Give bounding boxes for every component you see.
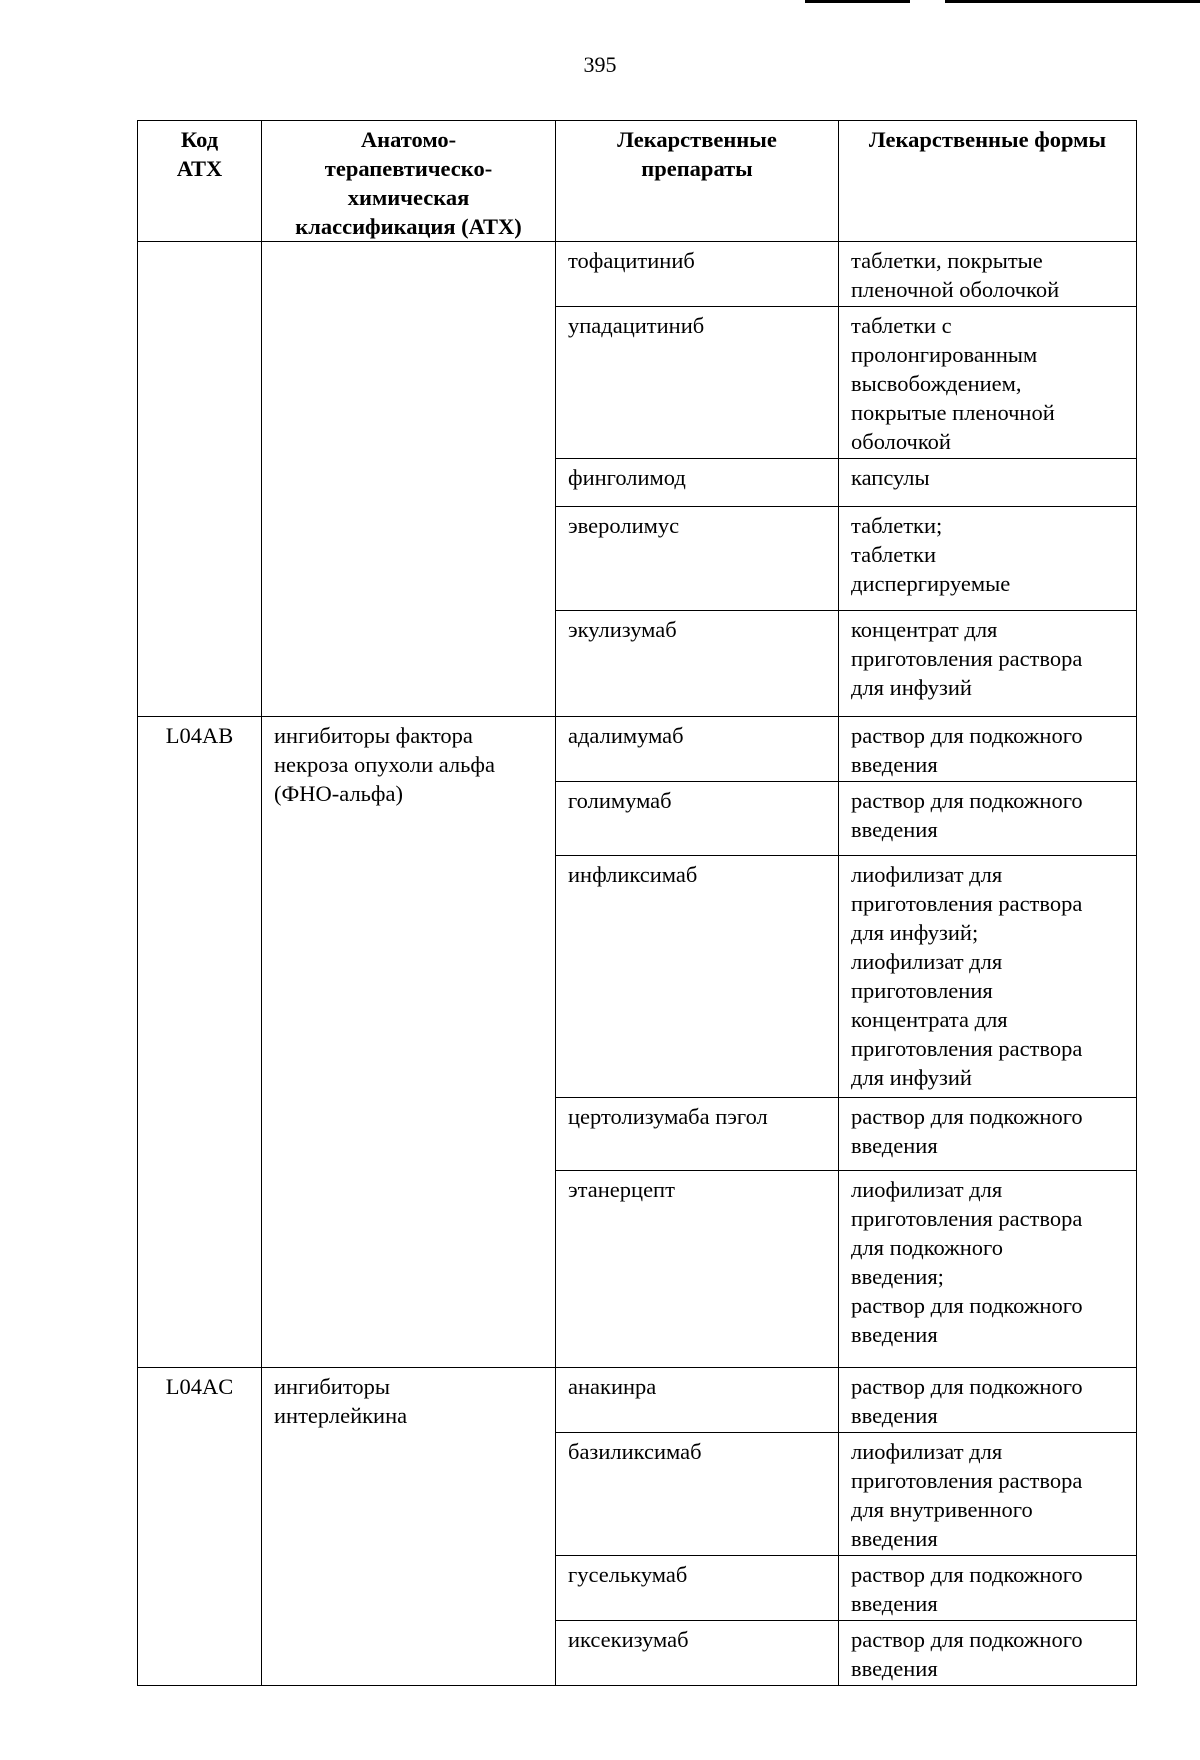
- form-cell: раствор для подкожного введения: [839, 717, 1137, 782]
- table-row: [138, 242, 1137, 307]
- drug-cell: эверолимус: [556, 507, 839, 611]
- form-cell: лиофилизат для приготовления раствора для внутривенного введения: [839, 1433, 1137, 1556]
- drug-cell: анакинра: [556, 1368, 839, 1433]
- drug-cell: цертолизумаба пэгол: [556, 1098, 839, 1171]
- drug-cell: иксекизумаб: [556, 1621, 839, 1686]
- table-row: [138, 1368, 1137, 1433]
- form-cell: раствор для подкожного введения: [839, 1368, 1137, 1433]
- header-code: Код АТХ: [138, 121, 262, 242]
- form-cell: таблетки, покрытые пленочной оболочкой: [839, 242, 1137, 307]
- drug-cell: экулизумаб: [556, 611, 839, 717]
- drug-cell: базиликсимаб: [556, 1433, 839, 1556]
- drug-cell: адалимумаб: [556, 717, 839, 782]
- drug-cell: инфликсимаб: [556, 856, 839, 1098]
- code-cell-empty: [138, 242, 262, 717]
- form-cell: таблетки; таблетки диспергируемые: [839, 507, 1137, 611]
- drug-cell: гуселькумаб: [556, 1556, 839, 1621]
- atx-code-cell: L04AC: [138, 1368, 262, 1686]
- scan-edge-mark: [945, 0, 1200, 3]
- form-cell: раствор для подкожного введения: [839, 1556, 1137, 1621]
- form-cell: таблетки с пролонгированным высвобождением, покрытые пленочной оболочкой: [839, 307, 1137, 459]
- form-cell: лиофилизат для приготовления раствора для подкожного введения; раствор для подкожного введения: [839, 1171, 1137, 1368]
- page-number: 395: [583, 52, 617, 77]
- scan-edge-mark: [805, 0, 910, 3]
- form-cell: раствор для подкожного введения: [839, 1098, 1137, 1171]
- header-forms: Лекарственные формы: [839, 121, 1137, 242]
- form-cell: раствор для подкожного введения: [839, 1621, 1137, 1686]
- table-row: [138, 717, 1137, 782]
- table-header-row: [138, 121, 1137, 242]
- drug-cell: тофацитиниб: [556, 242, 839, 307]
- header-drugs: Лекарственные препараты: [556, 121, 839, 242]
- drug-cell: этанерцепт: [556, 1171, 839, 1368]
- classification-cell-empty: [262, 242, 556, 717]
- header-classification: Анатомо- терапевтическо- химическая классификация (АТХ): [262, 121, 556, 242]
- drug-cell: голимумаб: [556, 782, 839, 856]
- form-cell: раствор для подкожного введения: [839, 782, 1137, 856]
- drug-cell: упадацитиниб: [556, 307, 839, 459]
- classification-cell: ингибиторы фактора некроза опухоли альфа (ФНО-альфа): [262, 717, 556, 1368]
- form-cell: лиофилизат для приготовления раствора для инфузий; лиофилизат для приготовления концентрата для приготовления раствора для инфузий: [839, 856, 1137, 1098]
- form-cell: концентрат для приготовления раствора для инфузий: [839, 611, 1137, 717]
- drug-cell: финголимод: [556, 459, 839, 507]
- classification-cell: ингибиторы интерлейкина: [262, 1368, 556, 1686]
- atx-code-cell: L04AB: [138, 717, 262, 1368]
- atx-table: [137, 120, 1137, 1686]
- form-cell: капсулы: [839, 459, 1137, 507]
